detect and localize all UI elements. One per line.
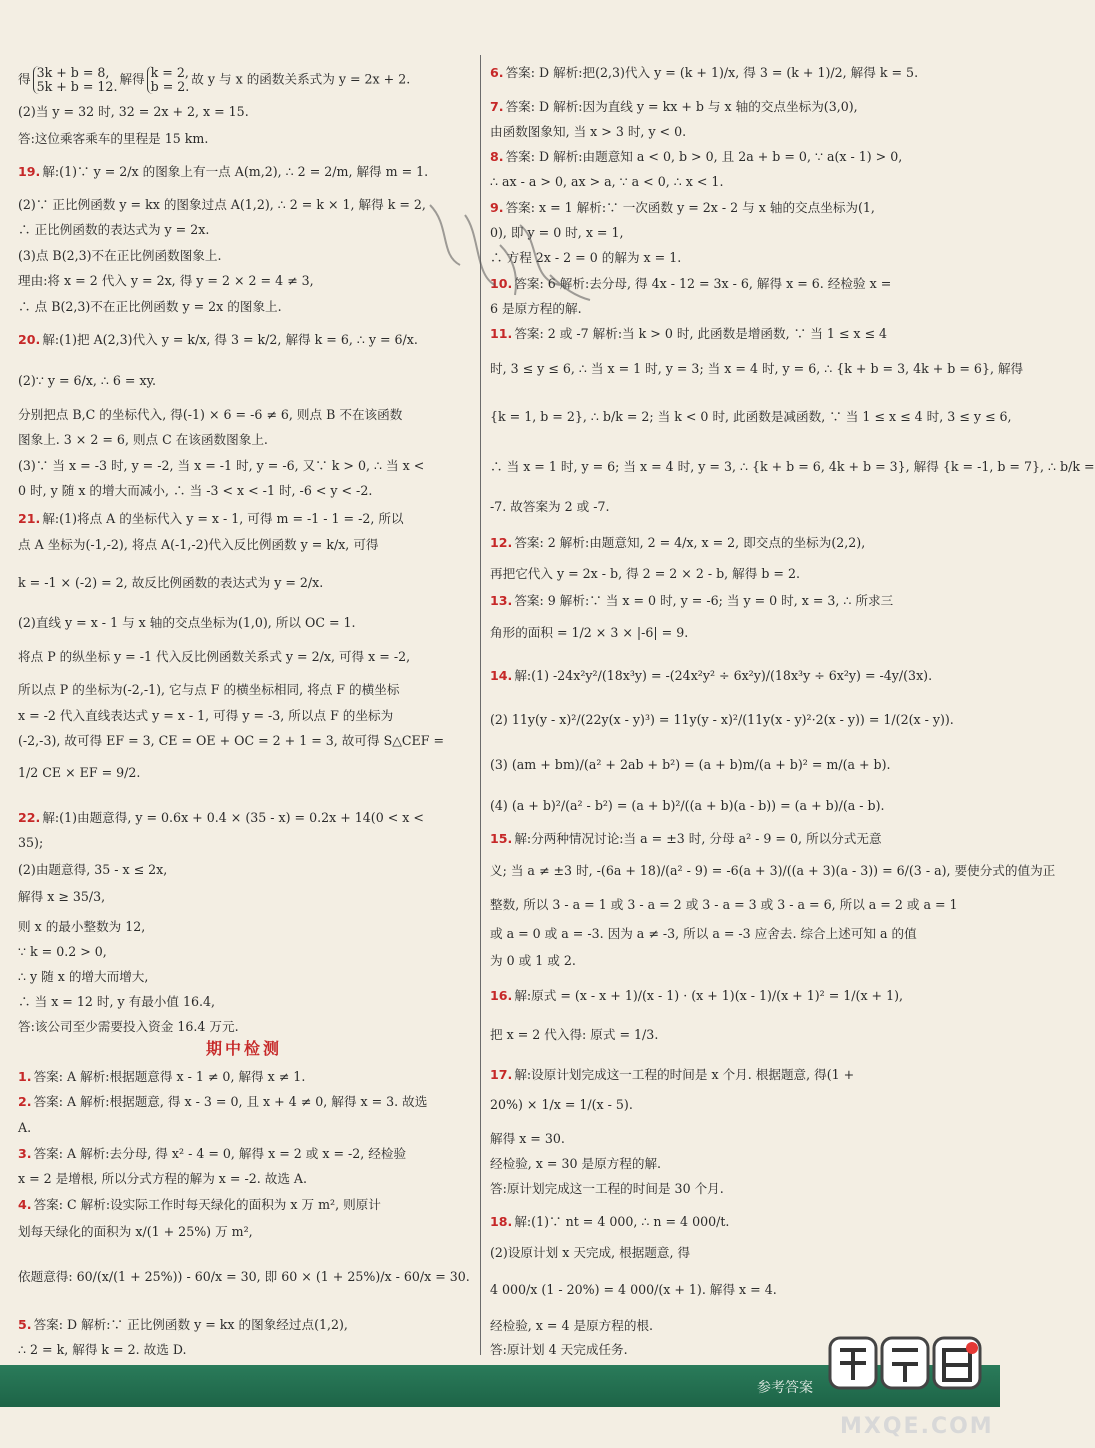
question-number: 11.	[490, 326, 513, 341]
text-line: 0 时, y 随 x 的增大而减小, ∴ 当 -3 < x < -1 时, -6 < y < -2.	[18, 483, 373, 498]
question-number: 20.	[18, 332, 41, 347]
text-line: ∴ ax - a > 0, ax > a, ∵ a < 0, ∴ x < 1.	[490, 174, 724, 189]
text-line: 再把它代入 y = 2x - b, 得 2 = 2 × 2 - b, 解得 b = 2.	[490, 566, 800, 581]
question-number: 3.	[18, 1146, 32, 1161]
text-line: 答案: C 解析:设实际工作时每天绿化的面积为 x 万 m², 则原计	[33, 1197, 381, 1212]
text-line: 解:设原计划完成这一工程的时间是 x 个月. 根据题意, 得(1 +	[514, 1067, 855, 1082]
text-line: 解:(1)由题意得, y = 0.6x + 0.4 × (35 - x) = 0.2x + 14(0 < x <	[42, 810, 424, 825]
midterm-q6	[490, 66, 918, 80]
text-line: 答案: 2 或 -7 解析:当 k > 0 时, 此函数是增函数, ∵ 当 1 ≤ x ≤ 4	[514, 326, 888, 341]
question-number: 21.	[18, 511, 41, 526]
midterm-q7	[490, 100, 858, 114]
watermark-logo-icon	[822, 1328, 987, 1428]
midterm-q8	[490, 150, 902, 164]
text-line: (2)由题意得, 35 - x ≤ 2x,	[18, 862, 168, 877]
text-line: 整数, 所以 3 - a = 1 或 3 - a = 2 或 3 - a = 3 或 3 - a = 6, 所以 a = 2 或 a = 1	[490, 897, 958, 912]
text-line: 答案: A 解析:去分母, 得 x² - 4 = 0, 解得 x = 2 或 x = -2, 经检验	[33, 1146, 407, 1161]
text-line: 时, 3 ≤ y ≤ 6, ∴ 当 x = 1 时, y = 3; 当 x = 4 时, y = 6, ∴ {k + b = 3, 4k + b = 6}, 解得	[490, 361, 1024, 376]
text-line: 分别把点 B,C 的坐标代入, 得(-1) × 6 = -6 ≠ 6, 则点 B 不在该函数	[18, 407, 403, 422]
text-line: 解:原式 = (x - x + 1)/(x - 1) · (x + 1)(x - 1)/(x + 1)² = 1/(x + 1),	[514, 988, 904, 1003]
text-line: 则 x 的最小整数为 12,	[18, 919, 146, 934]
question-number: 14.	[490, 668, 513, 683]
text-line: (-2,-3), 故可得 EF = 3, CE = OE + OC = 2 + 1 = 3, 故可得 S△CEF =	[18, 733, 445, 748]
text-line: 解:(1)∵ nt = 4 000, ∴ n = 4 000/t.	[514, 1214, 730, 1229]
text-line: ∴ 当 x = 12 时, y 有最小值 16.4,	[18, 994, 216, 1009]
midterm-q2	[18, 1095, 427, 1109]
question-20	[18, 333, 418, 347]
text-line: 解得 x ≥ 35/3,	[18, 889, 106, 904]
text-line: ∴ 2 = k, 解得 k = 2. 故选 D.	[18, 1342, 187, 1357]
text-line: 所以点 P 的坐标为(-2,-1), 它与点 F 的横坐标相同, 将点 F 的横坐标	[18, 682, 400, 697]
question-number: 12.	[490, 535, 513, 550]
equation-system: 3k + b = 8, 5k + b = 12.	[33, 66, 118, 94]
text-line: 答案: D 解析:把(2,3)代入 y = (k + 1)/x, 得 3 = (k + 1)/2, 解得 k = 5.	[505, 65, 919, 80]
text-line: (3)∵ 当 x = -3 时, y = -2, 当 x = -1 时, y = -6, 又∵ k > 0, ∴ 当 x <	[18, 458, 425, 473]
text-line: 0), 即 y = 0 时, x = 1,	[490, 225, 624, 240]
text-line: ∴ 点 B(2,3)不在正比例函数 y = 2x 的图象上.	[18, 299, 282, 314]
midterm-q18	[490, 1215, 729, 1229]
text-line: 4 000/x (1 - 20%) = 4 000/(x + 1). 解得 x = 4.	[490, 1282, 777, 1297]
text-line: 解:(1)∵ y = 2/x 的图象上有一点 A(m,2), ∴ 2 = 2/m, 解得 m = 1.	[42, 164, 429, 179]
question-number: 10.	[490, 276, 513, 291]
text-line: 答案: A 解析:根据题意, 得 x - 3 = 0, 且 x + 4 ≠ 0, 解得 x = 3. 故选	[33, 1094, 428, 1109]
text-line: (2)设原计划 x 天完成, 根据题意, 得	[490, 1245, 691, 1260]
text-line: 答案: x = 1 解析:∵ 一次函数 y = 2x - 2 与 x 轴的交点坐标为(1,	[505, 200, 875, 215]
question-number: 22.	[18, 810, 41, 825]
text-line: (2)∵ y = 6/x, ∴ 6 = xy.	[18, 373, 157, 388]
footer-label: 参考答案	[757, 1380, 813, 1396]
midterm-q3	[18, 1147, 406, 1161]
text-line: 故 y 与 x 的函数关系式为 y = 2x + 2.	[191, 71, 411, 87]
midterm-q12	[490, 536, 865, 550]
text-line: 为 0 或 1 或 2.	[490, 953, 576, 968]
text-line: 解:(1)将点 A 的坐标代入 y = x - 1, 可得 m = -1 - 1 = -2, 所以	[42, 511, 404, 526]
question-number: 4.	[18, 1197, 32, 1212]
question-number: 19.	[18, 164, 41, 179]
question-number: 5.	[18, 1317, 32, 1332]
text-line: 答案: 9 解析:∵ 当 x = 0 时, y = -6; 当 y = 0 时, x = 3, ∴ 所求三	[514, 593, 894, 608]
text-line: 点 A 坐标为(-1,-2), 将点 A(-1,-2)代入反比例函数 y = k/x, 可得	[18, 537, 379, 552]
midterm-q13	[490, 594, 893, 608]
midterm-q5	[18, 1318, 348, 1332]
question-number: 15.	[490, 831, 513, 846]
watermark-text: MXQE.COM	[840, 1414, 994, 1439]
text-line: (2)直线 y = x - 1 与 x 轴的交点坐标为(1,0), 所以 OC = 1.	[18, 615, 356, 630]
question-number: 17.	[490, 1067, 513, 1082]
text-line: 依题意得: 60/(x/(1 + 25%)) - 60/x = 30, 即 60 × (1 + 25%)/x - 60/x = 30.	[18, 1269, 470, 1284]
question-21	[18, 512, 404, 526]
text-line: 把 x = 2 代入得: 原式 = 1/3.	[490, 1027, 659, 1042]
text-line: x = 2 是增根, 所以分式方程的解为 x = -2. 故选 A.	[18, 1171, 308, 1186]
text-line: 答案: D 解析:由题意知 a < 0, b > 0, 且 2a + b = 0, ∵ a(x - 1) > 0,	[505, 149, 903, 164]
text-line: ∴ 正比例函数的表达式为 y = 2x.	[18, 222, 210, 237]
text-line: k = -1 × (-2) = 2, 故反比例函数的表达式为 y = 2/x.	[18, 575, 324, 590]
midterm-q15	[490, 832, 882, 846]
midterm-q16	[490, 989, 903, 1003]
text-line: 答:原计划 4 天完成任务.	[490, 1342, 628, 1357]
text-line: (3)点 B(2,3)不在正比例函数图象上.	[18, 248, 222, 263]
question-number: 9.	[490, 200, 504, 215]
text-line: 解:分两种情况讨论:当 a = ±3 时, 分母 a² - 9 = 0, 所以分式无意	[514, 831, 882, 846]
question-number: 6.	[490, 65, 504, 80]
eq-system-line: 得 3k + b = 8, 5k + b = 12. 解得 k = 2, b = 2. 故 y 与 x 的函数关系式为 y = 2x + 2.	[18, 65, 411, 94]
text-line: 由函数图象知, 当 x > 3 时, y < 0.	[490, 124, 687, 139]
midterm-q14	[490, 669, 932, 683]
text-line: 答:这位乘客乘车的里程是 15 km.	[18, 131, 209, 146]
text-line: {k = 1, b = 2}, ∴ b/k = 2; 当 k < 0 时, 此函数是减函数, ∵ 当 1 ≤ x ≤ 4 时, 3 ≤ y ≤ 6,	[490, 409, 1012, 424]
text-line: 将点 P 的纵坐标 y = -1 代入反比例函数关系式 y = 2/x, 可得 x = -2,	[18, 649, 411, 664]
text-line: 解得 x = 30.	[490, 1131, 565, 1146]
text-line: 答案: D 解析:因为直线 y = kx + b 与 x 轴的交点坐标为(3,0),	[505, 99, 858, 114]
text-line: 解:(1)把 A(2,3)代入 y = k/x, 得 3 = k/2, 解得 k = 6, ∴ y = 6/x.	[42, 332, 418, 347]
question-number: 13.	[490, 593, 513, 608]
text-line: 解:(1) -24x²y²/(18x³y) = -(24x²y² ÷ 6x²y)/(18x³y ÷ 6x²y) = -4y/(3x).	[514, 668, 933, 683]
text-line: 20%) × 1/x = 1/(x - 5).	[490, 1097, 633, 1112]
midterm-q4	[18, 1198, 381, 1212]
text-line: 划每天绿化的面积为 x/(1 + 25%) 万 m²,	[18, 1224, 253, 1239]
text-line: 35);	[18, 835, 44, 850]
text-line: 角形的面积 = 1/2 × 3 × |-6| = 9.	[490, 625, 689, 640]
text-line: (2) 11y(y - x)²/(22y(x - y)³) = 11y(y - x)²/(11y(x - y)²·2(x - y)) = 1/(2(x - y)).	[490, 712, 954, 727]
text-line: 答案: 2 解析:由题意知, 2 = 4/x, x = 2, 即交点的坐标为(2,2),	[514, 535, 866, 550]
text-line: ∴ 当 x = 1 时, y = 6; 当 x = 4 时, y = 3, ∴ {k + b = 6, 4k + b = 3}, 解得 {k = -1, b = 7}, ∴ b/k =	[490, 459, 1095, 474]
question-number: 7.	[490, 99, 504, 114]
text-line: 答案: 6 解析:去分母, 得 4x - 12 = 3x - 6, 解得 x = 6. 经检验 x =	[514, 276, 892, 291]
question-number: 18.	[490, 1214, 513, 1229]
midterm-q17	[490, 1068, 854, 1082]
question-number: 16.	[490, 988, 513, 1003]
question-19	[18, 165, 428, 179]
text-line: (4) (a + b)²/(a² - b²) = (a + b)²/((a + b)(a - b)) = (a + b)/(a - b).	[490, 798, 885, 813]
text-line: ∴ y 随 x 的增大而增大,	[18, 969, 149, 984]
text-line: 答:该公司至少需要投入资金 16.4 万元.	[18, 1019, 239, 1034]
text-line: 理由:将 x = 2 代入 y = 2x, 得 y = 2 × 2 = 4 ≠ 3,	[18, 273, 314, 288]
text-line: 1/2 CE × EF = 9/2.	[18, 765, 141, 780]
text-line: 经检验, x = 4 是原方程的根.	[490, 1318, 654, 1333]
text-line: 或 a = 0 或 a = -3. 因为 a ≠ -3, 所以 a = -3 应舍去. 综合上述可知 a 的值	[490, 926, 917, 941]
solution-system: k = 2, b = 2.	[147, 66, 190, 94]
text-line: 答案: A 解析:根据题意得 x - 1 ≠ 0, 解得 x ≠ 1.	[33, 1069, 306, 1084]
midterm-q11	[490, 327, 887, 341]
question-number: 8.	[490, 149, 504, 164]
text-line: 义; 当 a ≠ ±3 时, -(6a + 18)/(a² - 9) = -6(a + 3)/((a + 3)(a - 3)) = 6/(3 - a), 要使分式的值为正	[490, 863, 1056, 878]
text-line: 答案: D 解析:∵ 正比例函数 y = kx 的图象经过点(1,2),	[33, 1317, 348, 1332]
handwriting-scribble	[420, 185, 600, 325]
text-line: (2)当 y = 32 时, 32 = 2x + 2, x = 15.	[18, 104, 249, 119]
text-line: 经检验, x = 30 是原方程的解.	[490, 1156, 662, 1171]
text-line: (3) (am + bm)/(a² + 2ab + b²) = (a + b)m/(a + b)² = m/(a + b).	[490, 757, 891, 772]
midterm-q1	[18, 1070, 305, 1084]
text-line: ∵ k = 0.2 > 0,	[18, 944, 107, 959]
text-line: 6 是原方程的解.	[490, 301, 582, 316]
text-line: ∴ 方程 2x - 2 = 0 的解为 x = 1.	[490, 250, 682, 265]
question-number: 1.	[18, 1069, 32, 1084]
text-line: x = -2 代入直线表达式 y = x - 1, 可得 y = -3, 所以点 F 的坐标为	[18, 708, 394, 723]
text-line: 图象上. 3 × 2 = 6, 则点 C 在该函数图象上.	[18, 432, 268, 447]
question-number: 2.	[18, 1094, 32, 1109]
text-line: 答:原计划完成这一工程的时间是 30 个月.	[490, 1181, 724, 1196]
section-title: 期中检测	[205, 1039, 282, 1058]
text-line: -7. 故答案为 2 或 -7.	[490, 499, 610, 514]
text-line: (2)∵ 正比例函数 y = kx 的图象过点 A(1,2), ∴ 2 = k × 1, 解得 k = 2,	[18, 197, 426, 212]
question-22	[18, 811, 424, 825]
text-line: A.	[18, 1120, 32, 1135]
